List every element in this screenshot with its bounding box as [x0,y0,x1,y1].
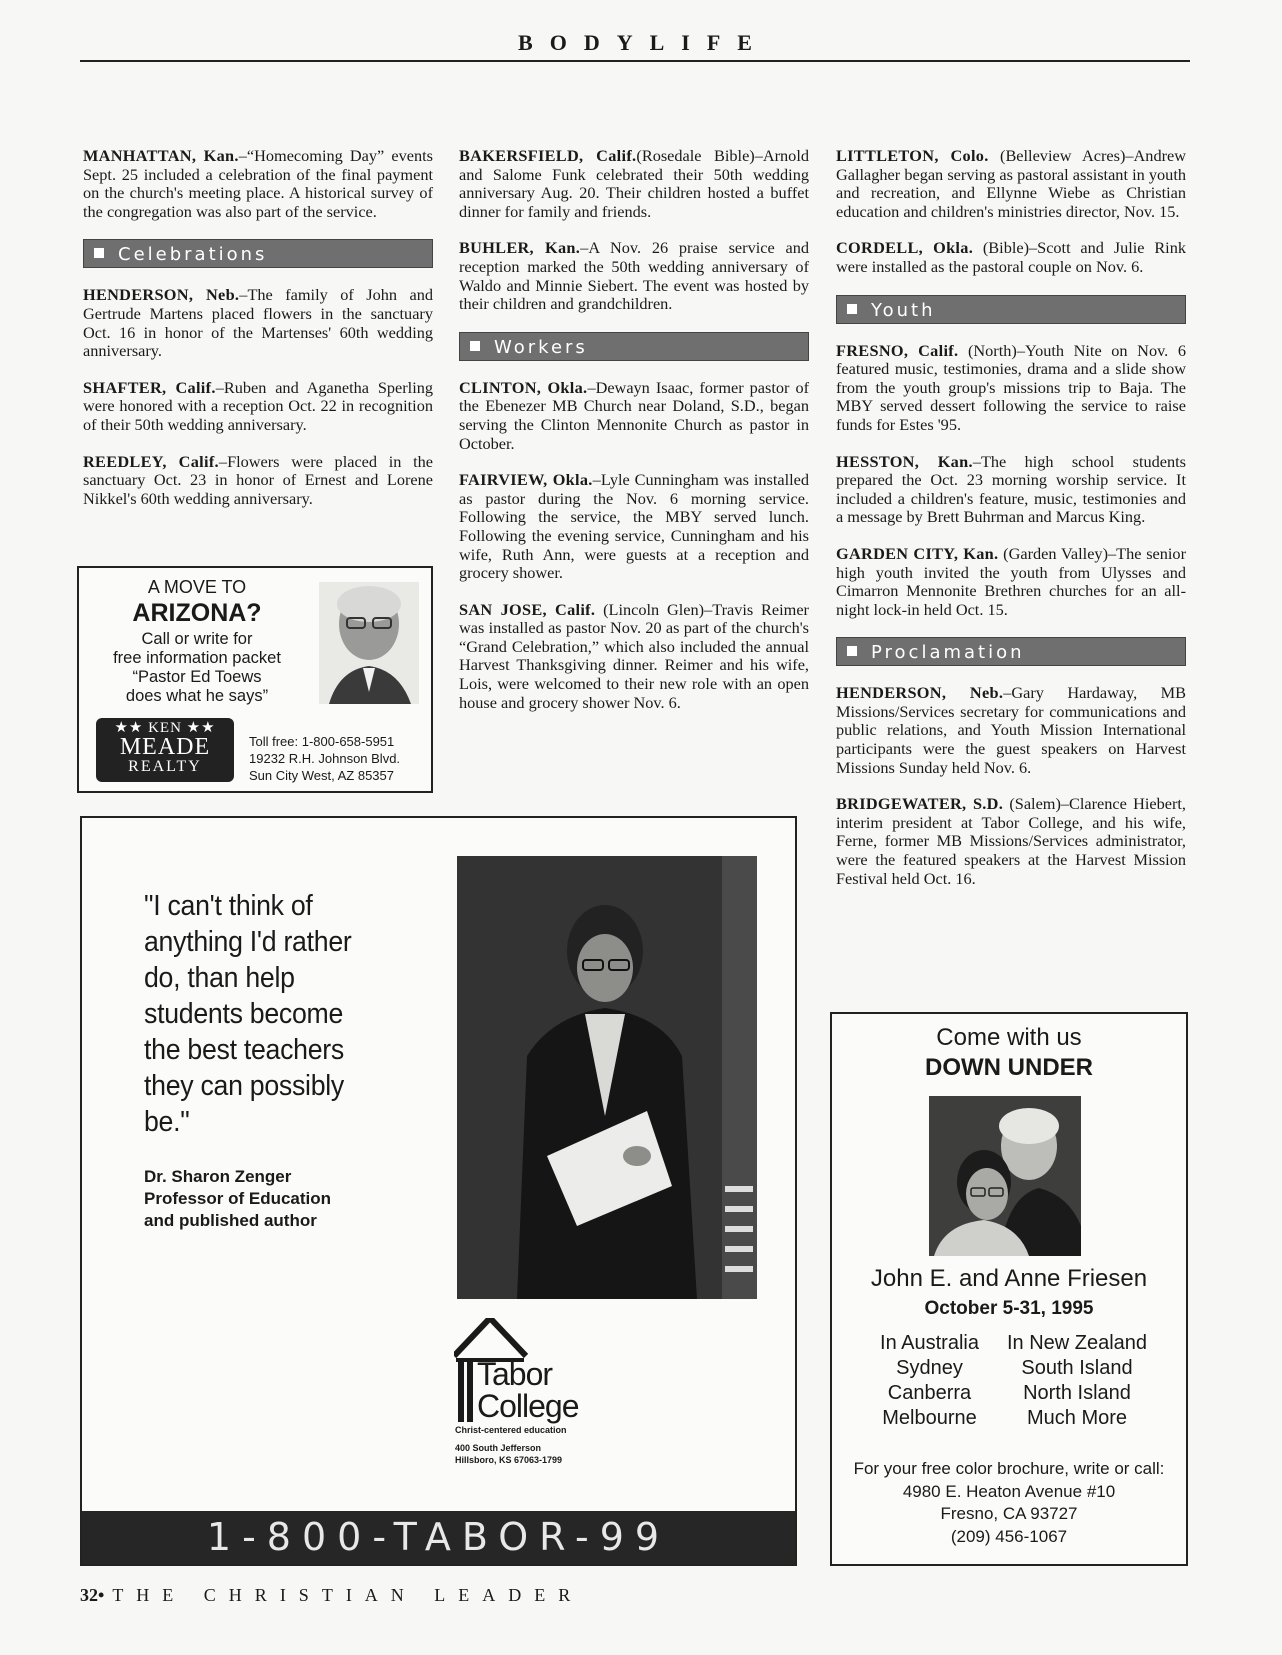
attribution-title: Professor of Education [144,1189,332,1208]
list-item: Canberra [887,1382,972,1404]
ad-line: does what he says” [125,687,269,705]
attribution-name: Dr. Sharon Zenger [144,1167,292,1186]
tabor-contact [455,1424,567,1466]
news-item-cordell [836,239,1186,276]
news-item-shafter [83,379,433,435]
item-text: (Salem)–Clarence Hiebert, interim president at Tabor College, and his wife, Ferne, former MB Missions/Services administrator, were the featured speakers at the Harvest Mission Festival held Oct. 16. [836,794,1187,888]
section-heading-youth [836,295,1186,324]
ad-line: “Pastor Ed Toews [132,668,262,686]
ad-headline: DOWN UNDER [925,1054,1093,1081]
dateline: BAKERSFIELD, Calif. [459,146,637,165]
news-item-reedley [83,453,433,509]
item-text: –The high school students prepared the Oct. 23 morning worship service. It included a children's feature, music, testimonies and a message by Brett Buhrman and Marcus King. [836,451,1187,527]
attribution-title: and published author [144,1211,317,1230]
contact-line: For your free color brochure, write or call: [853,1459,1165,1478]
ad-headline: ARIZONA? [132,599,262,627]
section-heading-label: Workers [494,336,588,358]
section-heading-label: Proclamation [871,642,1025,664]
dateline: SHAFTER, Calif. [83,377,216,397]
dateline: HENDERSON, Neb. [83,285,240,305]
new-zealand-list [992,1331,1162,1431]
item-text: (Garden Valley)–The senior high youth invited the youth from Ulysses and Cimarron Mennonite Brethren churches for an all-night lock-in held Oct. 15. [836,543,1186,619]
phone: Toll free: 1-800-658-5951 [249,734,395,749]
dateline: GARDEN CITY, Kan. [836,543,999,563]
ad-contact [832,1458,1186,1548]
section-title: BODYLIFE [518,30,769,55]
dateline: MANHATTAN, Kan. [83,146,239,165]
news-item-fresno [836,342,1186,435]
phone-banner: 1-800-TABOR-99 [82,1511,795,1564]
ad-contact [249,733,400,784]
page-number: 32 [80,1585,98,1605]
section-heading-workers [459,332,809,361]
ad-line: A MOVE TO [147,577,247,597]
square-bullet-icon [94,248,104,258]
section-heading-label: Youth [871,299,936,321]
news-item-manhattan [83,147,433,221]
dateline: HENDERSON, Neb. [836,683,1004,703]
list-item: South Island [1021,1357,1133,1379]
dateline: BRIDGEWATER, S.D. [836,794,1004,814]
item-text: (Lincoln Glen)–Travis Reimer was installed as pastor Nov. 20 as part of the church's “Grand Celebration,” which also included the annual Harvest Thanksgiving dinner. Reimer and his wife, Lois, were welcomed to their new role with an open house and grocery shower Nov. 6. [459,599,809,712]
list-heading: In Australia [880,1332,979,1354]
list-item: Much More [1026,1407,1128,1429]
news-item-littleton [836,147,1186,221]
logo-line: MEADE [119,734,211,760]
dateline: CORDELL, Okla. [836,238,974,258]
list-heading: In New Zealand [1006,1332,1148,1354]
down-under-tour-ad [830,1012,1188,1566]
ken-meade-realty-logo [96,718,234,782]
news-item-hesston [836,453,1186,527]
square-bullet-icon [847,304,857,314]
news-item-clinton [459,379,809,453]
news-item-bridgewater [836,795,1186,888]
page-footer [80,1585,583,1606]
list-item: North Island [1023,1382,1131,1404]
phone: (209) 456-1067 [950,1526,1068,1546]
item-text: (North)–Youth Nite on Nov. 6 featured music, testimonies, drama and a slide show from the youth group's missions trip to Baja. The MBY served dessert following the service to raise funds for Estes '95. [836,340,1186,434]
street-address: 4980 E. Heaton Avenue #10 [902,1481,1116,1501]
dateline: REEDLEY, Calif. [83,451,219,471]
ad-copy [87,578,307,706]
item-text: –Flowers were placed in the sanctuary Oct. 23 in honor of Ernest and Lorene Nikkel's 60th wedding anniversary. [83,451,433,508]
dateline: LITTLETON, Colo. [836,146,989,165]
item-text: –Gary Hardaway, MB Missions/Services secretary for communications and public relations, and Youth Mission International participants were the guest speakers on Harvest Missions Sunday held Nov. 6. [836,683,1186,777]
professor-photo [457,856,757,1299]
news-item-buhler [459,239,809,313]
item-text: –“Homecoming Day” events Sept. 25 included a celebration of the final payment on the church's meeting place. A historical survey of the congregation was also part of the service. [83,146,433,221]
logo-college: College [477,1388,579,1424]
logo-line: ★★ KEN ★★ [114,720,216,736]
host-names: John E. and Anne Friesen [870,1265,1148,1292]
column-3 [836,147,1186,906]
arizona-realty-ad [77,566,433,793]
dateline: SAN JOSE, Calif. [459,599,596,619]
dateline: CLINTON, Okla. [459,377,588,397]
header-rule [80,60,1190,62]
dateline: HESSTON, Kan. [836,451,973,471]
city-address: Sun City West, AZ 85357 [249,768,394,783]
logo-tabor: Tabor [477,1356,553,1392]
item-text: –Lyle Cunningham was installed as pastor during the Nov. 6 morning service. Following the service, the MBY served lunch. Following the evening service, Cunningham and his wife, Ruth Ann, were guests at a reception and grocery shower. [459,470,809,583]
section-heading-celebrations [83,239,433,268]
news-item-gardencity [836,545,1186,619]
couple-photo [929,1096,1081,1256]
square-bullet-icon [470,341,480,351]
column-2 [459,147,809,730]
dateline: FAIRVIEW, Okla. [459,470,593,490]
logo-line: REALTY [128,758,202,775]
news-item-fairview [459,471,809,583]
city-address: Fresno, CA 93727 [940,1504,1078,1523]
pastor-portrait-photo [319,582,419,704]
item-text: –Ruben and Aganetha Sperling were honored with a reception Oct. 22 in recognition of their 50th wedding anniversary. [83,377,433,434]
item-text: –Dewayn Isaac, former pastor of the Ebenezer MB Church near Doland, S.D., began serving the Clinton Mennonite Church as pastor in October. [459,377,810,453]
tabor-college-ad [80,816,797,1566]
magazine-name: THE CHRISTIAN LEADER [112,1585,584,1605]
tabor-logo-wordmark [477,1358,579,1422]
tagline: Christ-centered education [455,1425,567,1435]
section-heading-label: Celebrations [118,244,268,266]
column-1 [83,147,433,526]
square-bullet-icon [847,646,857,656]
ad-line: Come with us [936,1024,1082,1051]
street-address: 400 South Jefferson [455,1443,542,1453]
dateline: BUHLER, Kan. [459,238,581,258]
news-item-sanjose [459,601,809,713]
quote-attribution [144,1166,331,1232]
news-item-henderson-2 [836,684,1186,777]
list-item: Melbourne [882,1407,977,1429]
item-text: –The family of John and Gertrude Martens placed flowers in the sanctuary Oct. 16 in honor of the Martenses' 60th wedding anniversary. [83,285,433,361]
item-text: (Rosedale Bible)–Arnold and Salome Funk celebrated their 50th wedding anniversary Aug. 20. Their children hosted a buffet dinner for family and friends. [459,146,809,221]
city-address: Hillsboro, KS 67063-1799 [455,1455,563,1465]
item-text: (Belleview Acres)–Andrew Gallagher began serving as pastoral assistant in youth and recreation, and Ellynne Wiebe as Christian education and children's ministries director, Nov. 15. [836,146,1186,221]
street-address: 19232 R.H. Johnson Blvd. [249,751,401,766]
news-item-henderson [83,286,433,360]
australia-list [862,1331,997,1431]
ad-line: Call or write for [141,630,253,648]
section-heading-proclamation [836,637,1186,666]
news-item-bakersfield [459,147,809,221]
list-item: Sydney [896,1357,963,1379]
bullet-icon: • [98,1585,105,1605]
testimonial-quote: "I can't think of anything I'd rather do, than help students become the best teachers they can possibly be." [144,890,352,1138]
page-header [80,30,1190,56]
item-text: –A Nov. 26 praise service and reception marked the 50th wedding anniversary of Waldo and Minnie Siebert. The event was hosted by their children and grandchildren. [459,238,809,314]
tour-dates: October 5-31, 1995 [924,1298,1094,1319]
item-text: (Bible)–Scott and Julie Rink were installed as the pastoral couple on Nov. 6. [836,238,1186,276]
dateline: FRESNO, Calif. [836,340,959,360]
ad-line: free information packet [113,649,281,667]
